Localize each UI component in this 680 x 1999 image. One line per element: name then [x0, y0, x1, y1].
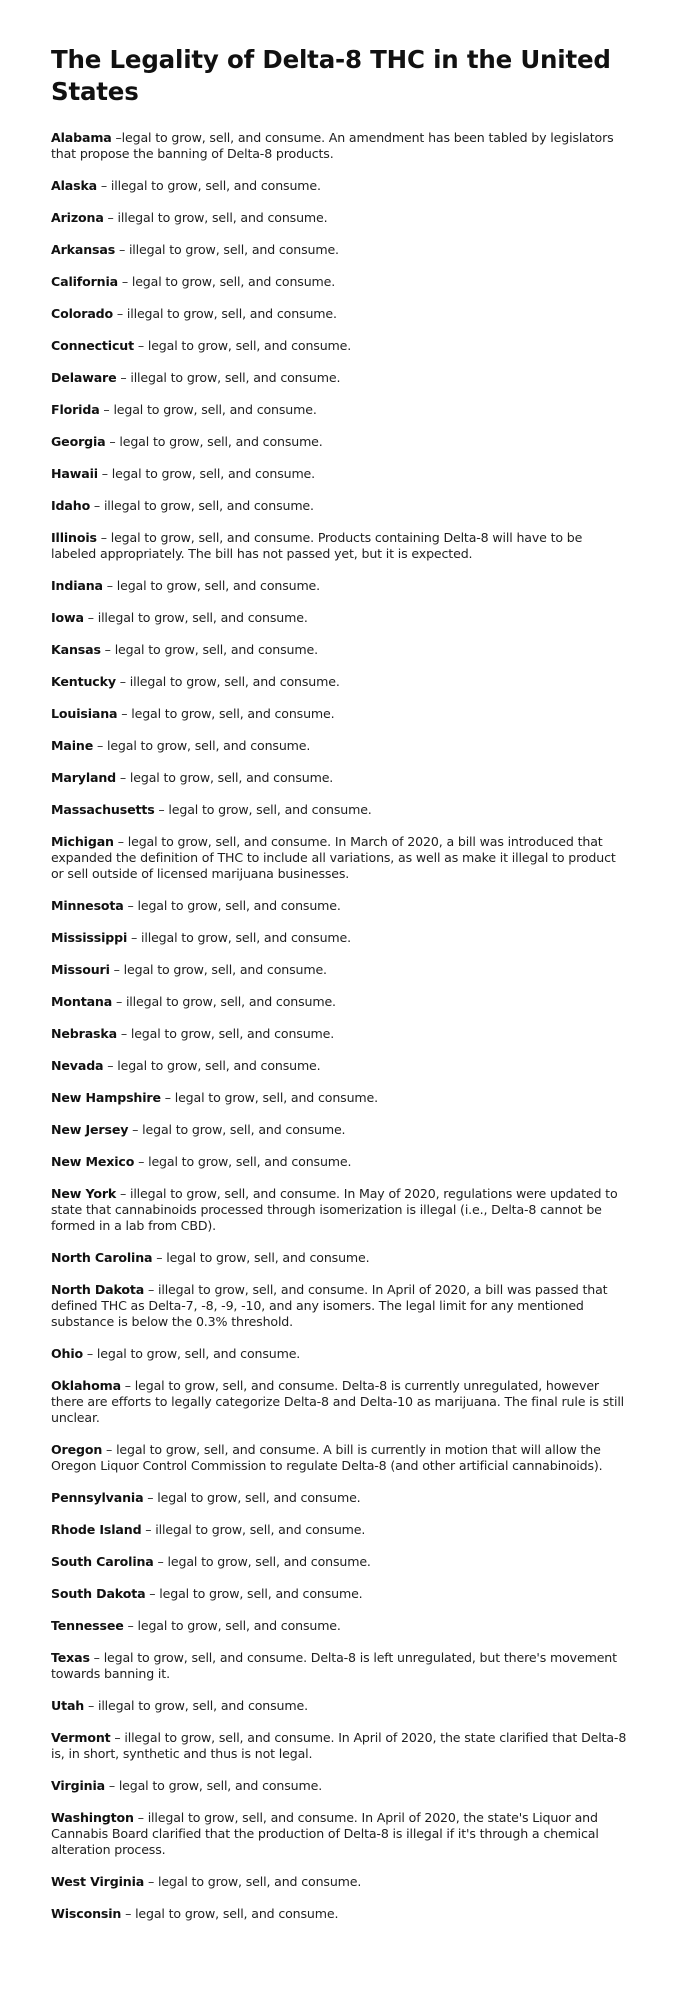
list-item [51, 274, 630, 290]
state-legality-text: legal to grow, sell, and consume. [135, 1906, 339, 1921]
state-legality-text: illegal to grow, sell, and consume. [129, 674, 340, 689]
state-legality-text: legal to grow, sell, and consume. [159, 1586, 363, 1601]
state-legality-text: legal to grow, sell, and consume. [166, 1250, 370, 1265]
state-name: West Virginia [51, 1874, 145, 1889]
state-legality-text: illegal to grow, sell, and consume. [126, 306, 337, 321]
separator-dash: – [153, 1554, 168, 1569]
state-name: New Hampshire [51, 1090, 161, 1105]
state-name: Vermont [51, 1730, 111, 1745]
state-name: Maryland [51, 770, 117, 785]
list-item [51, 1026, 630, 1042]
separator-dash: – [144, 1874, 158, 1889]
state-legality-text: legal to grow, sell, and consume. [167, 1554, 371, 1569]
state-name: Michigan [51, 834, 114, 849]
separator-dash: – [123, 898, 138, 913]
state-legality-text: legal to grow, sell, and consume. [111, 466, 316, 481]
state-name: Utah [51, 1698, 85, 1713]
state-legality-text: legal to grow, sell, and consume. [174, 1090, 378, 1105]
separator-dash: – [113, 306, 127, 321]
separator-dash: – [116, 1026, 131, 1041]
state-name: Massachusetts [51, 802, 155, 817]
list-item [51, 498, 630, 514]
state-list [51, 130, 630, 1922]
list-item [51, 1058, 630, 1074]
state-name: Connecticut [51, 338, 134, 353]
state-legality-text: legal to grow, sell, and consume. [106, 738, 311, 753]
separator-dash: – [83, 1346, 97, 1361]
separator-dash: – [112, 994, 126, 1009]
list-item [51, 1730, 630, 1762]
state-legality-text: legal to grow, sell, and consume. [129, 770, 334, 785]
state-legality-text: legal to grow, sell, and consume. Products containing Delta-8 will have to be labeled appropriately. The bill has not passed yet, but it is expected. [51, 530, 583, 561]
separator-dash: – [89, 1650, 104, 1665]
list-item [51, 1122, 630, 1138]
state-name: Maine [51, 738, 94, 753]
state-name: South Dakota [51, 1586, 146, 1601]
separator-dash: – [154, 802, 169, 817]
separator-dash: – [123, 1618, 138, 1633]
separator-dash: – [116, 770, 130, 785]
state-legality-text: legal to grow, sell, and consume. [157, 1490, 361, 1505]
separator-dash: – [97, 178, 111, 193]
state-legality-text: illegal to grow, sell, and consume. [103, 498, 314, 513]
separator-dash: – [115, 242, 129, 257]
separator-dash: – [152, 1250, 167, 1265]
separator-dash: – [145, 1586, 160, 1601]
list-item [51, 402, 630, 418]
list-item [51, 578, 630, 594]
list-item [51, 1378, 630, 1426]
state-legality-text: illegal to grow, sell, and consume. [97, 1698, 308, 1713]
list-item [51, 1650, 630, 1682]
state-name: New Jersey [51, 1122, 129, 1137]
state-legality-text: legal to grow, sell, and consume. [137, 1618, 341, 1633]
state-name: Georgia [51, 434, 106, 449]
separator-dash: – [133, 338, 148, 353]
separator-dash: – [103, 210, 118, 225]
list-item [51, 1618, 630, 1634]
state-name: California [51, 274, 118, 289]
list-item [51, 1250, 630, 1266]
separator-dash: – [134, 1154, 149, 1169]
separator-dash: – [99, 402, 114, 417]
list-item [51, 1346, 630, 1362]
separator-dash: – [115, 674, 130, 689]
state-legality-text: legal to grow, sell, and consume. [131, 706, 335, 721]
list-item [51, 962, 630, 978]
state-legality-text: illegal to grow, sell, and consume. In April of 2020, the state clarified that Delta-8 is, in short, synthetic and thus is not legal. [51, 1730, 627, 1761]
state-name: Nevada [51, 1058, 104, 1073]
separator-dash: – [111, 130, 122, 145]
state-legality-text: illegal to grow, sell, and consume. In April of 2020, a bill was passed that defined THC as Delta-7, -8, -9, -10, and any isomers. The legal limit for any mentioned substance is below the 0.3% threshold. [51, 1282, 608, 1329]
page-title: The Legality of Delta-8 THC in the United States [51, 45, 611, 106]
state-name: Florida [51, 402, 100, 417]
list-item [51, 1090, 630, 1106]
state-name: Oklahoma [51, 1378, 121, 1393]
separator-dash: – [100, 642, 115, 657]
list-item [51, 178, 630, 194]
state-legality-text: legal to grow, sell, and consume. [168, 802, 372, 817]
list-item [51, 1154, 630, 1170]
state-name: Kentucky [51, 674, 116, 689]
state-name: New York [51, 1186, 117, 1201]
separator-dash: – [128, 1122, 143, 1137]
state-name: Kansas [51, 642, 101, 657]
state-name: Ohio [51, 1346, 84, 1361]
state-name: Indiana [51, 578, 103, 593]
separator-dash: – [127, 930, 142, 945]
state-legality-text: illegal to grow, sell, and consume. In May of 2020, regulations were updated to state that cannabinoids processed through isomerization is illegal (i.e., Delta-8 cannot be formed in a lab from CBD). [51, 1186, 618, 1233]
list-item [51, 242, 630, 258]
state-legality-text: legal to grow, sell, and consume. [119, 434, 323, 449]
list-item [51, 930, 630, 946]
state-name: Washington [51, 1810, 134, 1825]
separator-dash: – [97, 466, 112, 481]
state-legality-text: legal to grow, sell, and consume. [157, 1874, 362, 1889]
state-name: Mississippi [51, 930, 128, 945]
state-legality-text: legal to grow, sell, and consume. Delta-8 is currently unregulated, however there are efforts to legally categorize Delta-8 and Delta-10 as marijuana. The final rule is still unclear. [51, 1378, 625, 1425]
list-item [51, 1874, 630, 1890]
state-name: Arizona [51, 210, 104, 225]
state-name: Arkansas [51, 242, 116, 257]
state-legality-text: legal to grow, sell, and consume. [148, 1154, 352, 1169]
state-legality-text: legal to grow, sell, and consume. [131, 274, 336, 289]
separator-dash: – [105, 434, 120, 449]
list-item [51, 1810, 630, 1858]
separator-dash: – [84, 1698, 98, 1713]
state-name: Delaware [51, 370, 117, 385]
list-item [51, 610, 630, 626]
state-legality-text: legal to grow, sell, and consume. A bill is currently in motion that will allow the Oregon Liquor Control Commission to regulate Delta-8 (and other artificial cannabinoids). [51, 1442, 603, 1473]
separator-dash: – [104, 1778, 119, 1793]
separator-dash: – [160, 1090, 175, 1105]
state-legality-text: legal to grow, sell, and consume. [118, 1778, 323, 1793]
state-name: North Dakota [51, 1282, 145, 1297]
list-item [51, 1554, 630, 1570]
state-name: South Carolina [51, 1554, 154, 1569]
list-item [51, 706, 630, 722]
list-item [51, 130, 630, 162]
separator-dash: – [143, 1490, 158, 1505]
state-legality-text: legal to grow, sell, and consume. [114, 642, 318, 657]
state-legality-text: illegal to grow, sell, and consume. [141, 930, 351, 945]
state-name: Tennessee [51, 1618, 124, 1633]
state-name: Missouri [51, 962, 110, 977]
list-item [51, 898, 630, 914]
separator-dash: – [116, 370, 131, 385]
list-item [51, 674, 630, 690]
state-legality-text: legal to grow, sell, and consume. [116, 578, 321, 593]
state-legality-text: illegal to grow, sell, and consume. [128, 242, 339, 257]
separator-dash: – [120, 1378, 135, 1393]
state-legality-text: legal to grow, sell, and consume. [137, 898, 341, 913]
state-legality-text: illegal to grow, sell, and consume. [155, 1522, 366, 1537]
state-legality-text: legal to grow, sell, and consume. [147, 338, 352, 353]
state-name: Texas [51, 1650, 90, 1665]
state-legality-text: legal to grow, sell, and consume. [123, 962, 327, 977]
list-item [51, 1586, 630, 1602]
list-item [51, 1442, 630, 1474]
list-item [51, 770, 630, 786]
list-item [51, 1778, 630, 1794]
state-name: Colorado [51, 306, 114, 321]
state-legality-text: illegal to grow, sell, and consume. [117, 210, 328, 225]
separator-dash: – [83, 610, 98, 625]
separator-dash: – [133, 1810, 148, 1825]
list-item [51, 1522, 630, 1538]
state-legality-text: legal to grow, sell, and consume. Delta-8 is left unregulated, but there's movement towards banning it. [51, 1650, 617, 1681]
list-item [51, 642, 630, 658]
state-name: Pennsylvania [51, 1490, 144, 1505]
list-item [51, 1906, 630, 1922]
state-legality-text: legal to grow, sell, and consume. [113, 402, 317, 417]
state-name: Montana [51, 994, 113, 1009]
list-item [51, 434, 630, 450]
separator-dash: – [90, 498, 104, 513]
state-legality-text: legal to grow, sell, and consume. In March of 2020, a bill was introduced that expanded the definition of THC to include all variations, as well as make it illegal to product or sell outside of licensed marijuana businesses. [51, 834, 616, 881]
state-name: Idaho [51, 498, 91, 513]
state-name: Alabama [51, 130, 112, 145]
separator-dash: – [121, 1906, 136, 1921]
state-name: Illinois [51, 530, 97, 545]
state-name: Alaska [51, 178, 98, 193]
list-item [51, 338, 630, 354]
separator-dash: – [113, 834, 128, 849]
state-name: Rhode Island [51, 1522, 142, 1537]
list-item [51, 306, 630, 322]
list-item [51, 834, 630, 882]
state-legality-text: legal to grow, sell, and consume. [96, 1346, 301, 1361]
state-legality-text: legal to grow, sell, and consume. [130, 1026, 335, 1041]
list-item [51, 1490, 630, 1506]
state-name: Louisiana [51, 706, 118, 721]
state-legality-text: legal to grow, sell, and consume. An amendment has been tabled by legislators that propose the banning of Delta-8 products. [51, 130, 614, 161]
separator-dash: – [116, 1186, 130, 1201]
state-name: Wisconsin [51, 1906, 122, 1921]
state-name: Nebraska [51, 1026, 117, 1041]
state-legality-text: illegal to grow, sell, and consume. [125, 994, 336, 1009]
separator-dash: – [93, 738, 107, 753]
state-legality-text: illegal to grow, sell, and consume. In April of 2020, the state's Liquor and Cannabis Board clarified that the production of Delta-8 is illegal if it's through a chemical alteration process. [51, 1810, 599, 1857]
separator-dash: – [110, 1730, 125, 1745]
state-legality-text: illegal to grow, sell, and consume. [97, 610, 308, 625]
list-item [51, 994, 630, 1010]
separator-dash: – [117, 706, 132, 721]
state-name: Hawaii [51, 466, 98, 481]
state-name: Minnesota [51, 898, 124, 913]
list-item [51, 1698, 630, 1714]
separator-dash: – [141, 1522, 156, 1537]
state-name: Oregon [51, 1442, 103, 1457]
state-name: Virginia [51, 1778, 105, 1793]
separator-dash: – [103, 1058, 118, 1073]
separator-dash: – [96, 530, 111, 545]
list-item [51, 738, 630, 754]
list-item [51, 1282, 630, 1330]
state-legality-text: illegal to grow, sell, and consume. [110, 178, 321, 193]
separator-dash: – [109, 962, 124, 977]
state-name: New Mexico [51, 1154, 135, 1169]
separator-dash: – [102, 1442, 117, 1457]
list-item [51, 370, 630, 386]
state-name: North Carolina [51, 1250, 153, 1265]
list-item [51, 210, 630, 226]
list-item [51, 530, 630, 562]
state-legality-text: legal to grow, sell, and consume. [142, 1122, 346, 1137]
state-legality-text: legal to grow, sell, and consume. [117, 1058, 321, 1073]
state-legality-text: illegal to grow, sell, and consume. [130, 370, 341, 385]
list-item [51, 1186, 630, 1234]
separator-dash: – [144, 1282, 158, 1297]
list-item [51, 802, 630, 818]
state-name: Iowa [51, 610, 84, 625]
separator-dash: – [118, 274, 132, 289]
separator-dash: – [102, 578, 117, 593]
list-item [51, 466, 630, 482]
